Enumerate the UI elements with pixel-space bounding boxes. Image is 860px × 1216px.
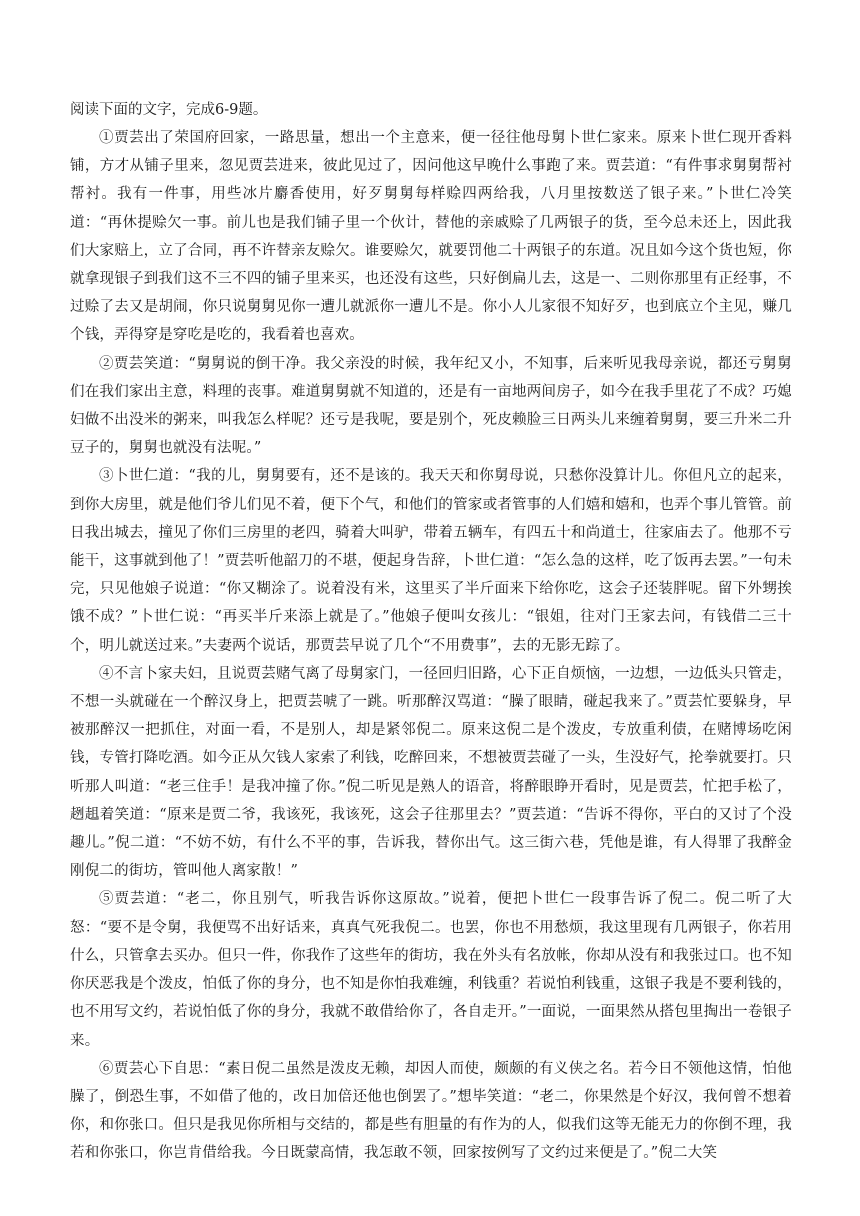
document-page <box>70 96 792 1168</box>
paragraph-6: ⑥贾芸心下自思：“素日倪二虽然是泼皮无赖，却因人而使，颇颇的有义侠之名。若今日不领他这情，怕他臊了，倒恐生事，不如借了他的，改日加倍还他也倒罢了。”想毕笑道：“老二，你果然是个好汉，我何曾不想着你，和你张口。但只是我见你所相与交结的，都是些有胆量的有作为的人，似我们这等无能无力的你倒不理，我若和你张口，你岂肯借给我。今日既蒙高情，我怎敢不领，回家按例写了文约过来便是了。”倪二大笑 <box>70 1060 792 1162</box>
paragraph-2: ②贾芸笑道：“舅舅说的倒干净。我父亲没的时候，我年纪又小，不知事，后来听见我母亲说，都还亏舅舅们在我们家出主意，料理的丧事。难道舅舅就不知道的，还是有一亩地两间房子，如今在我手里花了不成？巧媳妇做不出没米的粥来，叫我怎么样呢？还亏是我呢，要是别个，死皮赖脸三日两头儿来缠着舅舅，要三升米二升豆子的，舅舅也就没有法呢。” <box>70 355 792 457</box>
paragraph-1: ①贾芸出了荣国府回家，一路思量，想出一个主意来，便一径往他母舅卜世仁家来。原来卜世仁现开香料铺，方才从铺子里来，忽见贾芸进来，彼此见过了，因问他这早晚什么事跑了来。贾芸道：“有件事求舅舅帮衬帮衬。我有一件事，用些冰片麝香使用，好歹舅舅每样赊四两给我，八月里按数送了银子来。”卜世仁冷笑道：“再休提赊欠一事。前儿也是我们铺子里一个伙计，替他的亲戚赊了几两银子的货，至今总未还上，因此我们大家赔上，立了合同，再不许替亲友赊欠。谁要赊欠，就要罚他二十两银子的东道。况且如今这个货也短，你就拿现银子到我们这不三不四的铺子里来买，也还没有这些，只好倒扁儿去，这是一、二则你那里有正经事，不过赊了去又是胡闹，你只说舅舅见你一遭儿就派你一遭儿不是。你小人儿家很不知好歹，也到底立个主见，赚几个钱，弄得穿是穿吃是吃的，我看着也喜欢。 <box>70 130 792 344</box>
paragraph-5: ⑤贾芸道：“老二，你且别气，听我告诉你这原故。”说着，便把卜世仁一段事告诉了倪二。倪二听了大怒：“要不是令舅，我便骂不出好话来，真真气死我倪二。也罢，你也不用愁烦，我这里现有几两银子，你若用什么，只管拿去买办。但只一件，你我作了这些年的街坊，我在外头有名放帐，你却从没有和我张过口。也不知你厌恶我是个泼皮，怕低了你的身分，也不知是你怕我难缠，利钱重？若说怕利钱重，这银子我是不要利钱的，也不用写文约，若说怕低了你的身分，我就不敢借给你了，各自走开。”一面说，一面果然从搭包里掏出一卷银子来。 <box>70 891 792 1049</box>
paragraph-3: ③卜世仁道：“我的儿，舅舅要有，还不是该的。我天天和你舅母说，只愁你没算计儿。你但凡立的起来，到你大房里，就是他们爷儿们见不着，便下个气，和他们的管家或者管事的人们嬉和嬉和，也弄个事儿管管。前日我出城去，撞见了你们三房里的老四，骑着大叫驴，带着五辆车，有四五十和尚道士，往家庙去了。他那不亏能干，这事就到他了！”贾芸听他韶刀的不堪，便起身告辞，卜世仁道：“怎么急的这样，吃了饭再去罢。”一句未完，只见他娘子说道：“你又糊涂了。说着没有米，这里买了半斤面来下给你吃，这会子还装胖呢。留下外甥挨饿不成？”卜世仁说：“再买半斤来添上就是了。”他娘子便叫女孩儿：“银姐，往对门王家去问，有钱借二三十个，明儿就送过来。”夫妻两个说话，那贾芸早说了几个“不用费事”，去的无影无踪了。 <box>70 468 792 654</box>
paragraph-4: ④不言卜家夫妇，且说贾芸赌气离了母舅家门，一径回归旧路，心下正自烦恼，一边想，一边低头只管走，不想一头就碰在一个醉汉身上，把贾芸唬了一跳。听那醉汉骂道：“臊了眼睛，碰起我来了。”贾芸忙要躲身，早被那醉汉一把抓住，对面一看，不是别人，却是紧邻倪二。原来这倪二是个泼皮，专放重利债，在赌博场吃闲钱，专管打降吃酒。如今正从欠钱人家索了利钱，吃醉回来，不想被贾芸碰了一头，生没好气，抡拳就要打。只听那人叫道：“老三住手！是我冲撞了你。”倪二听见是熟人的语音，将醉眼睁开看时，见是贾芸，忙把手松了，趔趄着笑道：“原来是贾二爷，我该死，我该死，这会子往那里去？”贾芸道：“告诉不得你，平白的又讨了个没趣儿。”倪二道：“不妨不妨，有什么不平的事，告诉我，替你出气。这三街六巷，凭他是谁，有人得罪了我醉金刚倪二的街坊，管叫他人离家散！” <box>70 665 792 880</box>
question-instruction: 阅读下面的文字，完成6-9题。 <box>70 102 268 118</box>
